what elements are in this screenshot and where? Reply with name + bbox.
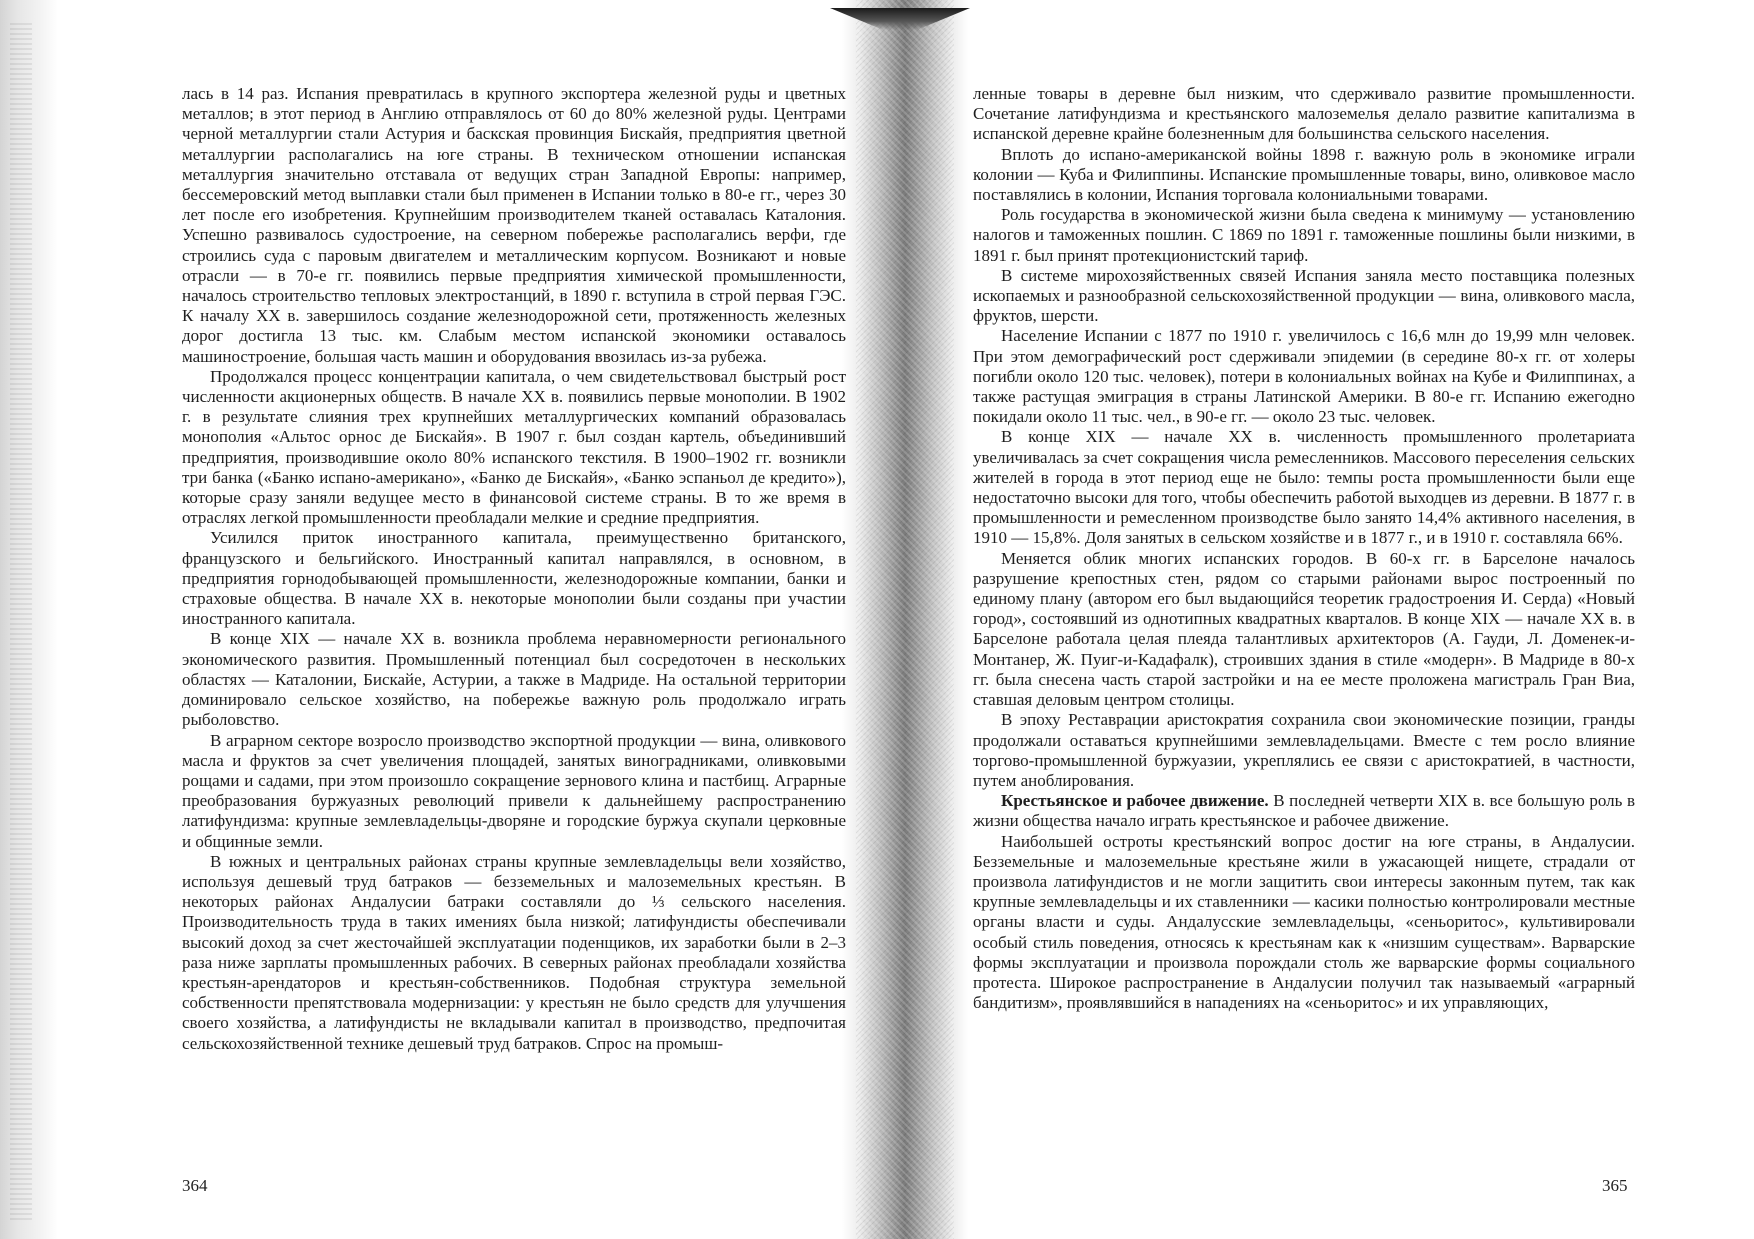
right-paragraph: В эпоху Реставрации аристократия сохранила свои экономические позиции, гранды продолжали оставаться крупнейшими землевладельцами. Вместе с тем росло влияние торгово-промышленной буржуазии, укреплялись ее связи с аристократией, в частности, путем аноблирования. xyxy=(973,710,1635,790)
section-lead-text: В последней четверти XIX в. все большую роль в жизни общества начало играть крестьянское и рабочее движение. xyxy=(973,791,1635,831)
left-paragraph: Усилился приток иностранного капитала, преимущественно британского, французского и бельгийского. Иностранный капитал направлялся, в основном, в предприятия горнодобывающей промышленности, железнодорожные компании, банки и страховые общества. В начале XX в. некоторые монополии были созданы при участии иностранного капитала. xyxy=(182,528,846,629)
page-number-right: 365 xyxy=(1602,1176,1628,1195)
book-gutter xyxy=(842,0,968,1239)
left-paragraph: В южных и центральных районах страны крупные землевладельцы вели хозяйство, используя дешевый труд батраков — безземельных и малоземельных крестьян. В некоторых районах Андалусии батраки составляли до ⅓ сельского населения. Производительность труда в таких имениях была низкой; латифундисты обеспечивали высокий доход за счет жесточайшей эксплуатации поденщиков, их заработки были в 2–3 раза ниже зарплаты промышленных рабочих. В северных районах преобладали хозяйства крестьян-арендаторов и крестьян-собственников. Подобная структура земельной собственности препятствовала модернизации: у крестьян не было средств для улучшения своего хозяйства, а латифундисты не вкладывали капитал в производство, предпочитая сельскохозяйственной технике дешевый труд батраков. Спрос на промыш- xyxy=(182,851,846,1053)
left-paragraph: лась в 14 раз. Испания превратилась в крупного экспортера железной руды и цветных металлов; в этот период в Англию отправлялось от 60 до 80% железной руды. Центрами черной металлургии стали Астурия и баскская провинция Бискайя, предприятия цветной металлургии располагались на юге страны. В техническом отношении испанская металлургия значительно отставала от ведущих стран Западной Европы: например, бессемеровский метод выплавки стали был применен в Испании только в 80-е гг., через 30 лет после его изобретения. Крупнейшим производителем тканей оставалась Каталония. Успешно развивалось судостроение, на северном побережье располагались верфи, где строились суда с паровым двигателем и металлическим корпусом. Возникают и новые отрасли — в 70-е гг. появились первые предприятия химической промышленности, началось строительство тепловых электростанций, в 1890 г. вступила в строй первая ГЭС. К началу XX в. завершилось создание железнодорожной сети, протяженность железных дорог достигла 13 тыс. км. Слабым местом испанской экономики оставалось машиностроение, большая часть машин и оборудования ввозилась из-за рубежа. xyxy=(182,84,846,366)
left-paragraph: Продолжался процесс концентрации капитала, о чем свидетельствовал быстрый рост численности акционерных обществ. В начале XX в. появились первые монополии. В 1902 г. в результате слияния трех крупнейших металлургических компаний образовалась монополия «Альтос орнос де Бискайя». В 1907 г. был создан картель, объединивший предприятия, производившие около 80% испанского текстиля. В 1900–1902 гг. возникли три банка («Банко испано-американо», «Банко де Бискайя», «Банко эспаньол де кредито»), которые сразу заняли ведущее место в финансовой системе страны. В то же время в отраслях легкой промышленности преобладали мелкие и средние предприятия. xyxy=(182,366,846,528)
right-paragraph: Роль государства в экономической жизни была сведена к минимуму — установлению налогов и таможенных пошлин. С 1869 по 1891 г. таможенные пошлины были низкими, в 1891 г. был принят протекционистский тариф. xyxy=(973,205,1635,265)
left-paragraph: В конце XIX — начале XX в. возникла проблема неравномерности регионального экономического развития. Промышленный потенциал был сосредоточен в нескольких областях — Каталонии, Бискайе, Астурии, а также в Мадриде. На остальной территории доминировало сельское хозяйство, на побережье важную роль продолжало играть рыболовство. xyxy=(182,629,846,730)
left-paragraph: В аграрном секторе возросло производство экспортной продукции — вина, оливкового масла и фруктов за счет увеличения площадей, занятых виноградниками, оливковыми рощами и садами, при этом произошло сокращение зернового клина и пастбищ. Аграрные преобразования буржуазных революций привели к дальнейшему распространению латифундизма: крупные землевладельцы-дворяне и городские буржуа скупали церковные и общинные земли. xyxy=(182,730,846,851)
section-paragraph xyxy=(973,791,1635,831)
right-paragraph: В конце XIX — начале XX в. численность промышленного пролетариата увеличивалась за счет сокращения числа ремесленников. Массового переселения сельских жителей в города в этот период еще не было: темпы роста промышленности были еще недостаточно высоки для того, чтобы обеспечить работой выходцев из деревни. В 1877 г. в промышленности и ремесленном производстве было занято 14,4% активного населения, в 1910 — 15,8%. Доля занятых в сельском хозяйстве и в 1877 г., и в 1910 г. составляла 66%. xyxy=(973,427,1635,548)
section-heading: Крестьянское и рабочее движение. xyxy=(1001,791,1269,811)
left-page xyxy=(182,84,846,1054)
right-paragraph: Наибольшей остроты крестьянский вопрос достиг на юге страны, в Андалусии. Безземельные и малоземельные крестьяне жили в ужасающей нищете, страдали от произвола латифундистов и не могли защитить свои интересы законным путем, так как крупные землевладельцы и их ставленники — касики полностью контролировали местные органы власти и суды. Андалусские землевладельцы, «сеньоритос», культивировали особый стиль поведения, относясь к крестьянам как к «низшим существам». Варварские формы эксплуатации и произвола порождали столь же варварские формы социального протеста. Широкое распространение в Андалусии получил так называемый «аграрный бандитизм», проявлявшийся в нападениях на «сеньоритос» и их управляющих, xyxy=(973,831,1635,1013)
right-paragraph: Вплоть до испано-американской войны 1898 г. важную роль в экономике играли колонии — Куба и Филиппины. Испанские промышленные товары, вино, оливковое масло поставлялись в колонии, Испания торговала колониальными товарами. xyxy=(973,144,1635,205)
right-paragraph: Население Испании с 1877 по 1910 г. увеличилось с 16,6 млн до 19,99 млн человек. При этом демографический рост сдерживали эпидемии (в середине 80-х гг. от холеры погибли около 120 тыс. человек), потери в колониальных войнах на Кубе и Филиппинах, а также растущая эмиграция в страны Латинской Америки. В 80-е гг. Испанию ежегодно покидали около 11 тыс. чел., в 90-е гг. — около 23 тыс. человек. xyxy=(973,326,1635,427)
right-page xyxy=(973,84,1635,1013)
right-paragraph: Меняется облик многих испанских городов. В 60-х гг. в Барселоне началось разрушение крепостных стен, рядом со старыми районами вырос построенный по единому плану (автором его был выдающийся теоретик градостроения И. Серда) «Новый город», состоявший из однотипных квадратных кварталов. В конце XIX — начале XX в. в Барселоне работала целая плеяда талантливых архитекторов (А. Гауди, Л. Доменек-и-Монтанер, Ж. Пуиг-и-Кадафалк), строивших здания в стиле «модерн». В Мадриде в 80-х гг. была снесена часть старой застройки и на ее месте проложена магистраль Гран Виа, ставшая деловым центром столицы. xyxy=(973,548,1635,710)
page-number-left: 364 xyxy=(182,1176,208,1195)
right-paragraph: В системе мирохозяйственных связей Испания заняла место поставщика полезных ископаемых и разнообразной сельскохозяйственной продукции — вина, оливкового масла, фруктов, шерсти. xyxy=(973,265,1635,326)
right-paragraph: ленные товары в деревне был низким, что сдерживало развитие промышленности. Сочетание латифундизма и крестьянского малоземелья делало развитие капитализма в испанской деревне крайне болезненным для большинства сельского населения. xyxy=(973,84,1635,144)
page-edge-shadow xyxy=(0,0,58,1239)
